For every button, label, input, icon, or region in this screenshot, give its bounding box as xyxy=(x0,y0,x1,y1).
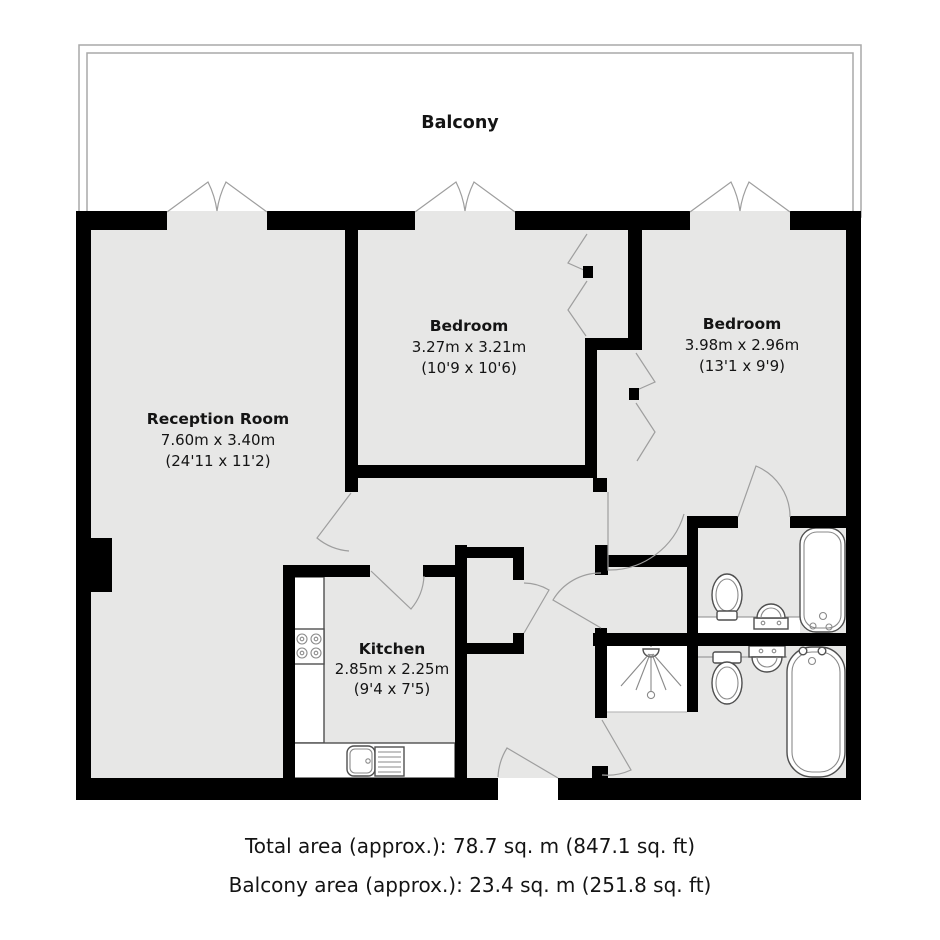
bathtub-icon xyxy=(800,528,845,632)
wall-segment xyxy=(283,565,295,778)
wall-segment xyxy=(790,516,846,528)
room-dimensions-metric: 7.60m x 3.40m xyxy=(160,431,276,449)
toilet-icon xyxy=(712,574,742,620)
reception-room-label xyxy=(147,410,289,470)
wall-segment xyxy=(267,211,415,230)
room-dimensions-imperial: (9'4 x 7'5) xyxy=(353,680,431,698)
wall-segment xyxy=(91,538,112,592)
wall-segment xyxy=(455,643,524,654)
wall-segment xyxy=(345,465,597,478)
room-name: Bedroom xyxy=(702,315,782,333)
wall-segment xyxy=(846,211,861,800)
room-dimensions-imperial: (13'1 x 9'9) xyxy=(698,357,786,375)
wall-segment xyxy=(593,338,642,350)
wall-segment xyxy=(76,211,91,800)
room-dimensions-imperial: (24'11 x 11'2) xyxy=(165,452,271,470)
apartment-floor xyxy=(76,211,861,800)
room-dimensions-metric: 2.85m x 2.25m xyxy=(334,660,450,678)
wall-segment xyxy=(608,555,687,567)
balcony-door-icon xyxy=(690,182,790,212)
hob-icon xyxy=(294,629,324,664)
wall-segment xyxy=(595,545,608,575)
wall-segment xyxy=(585,338,597,478)
room-name: Reception Room xyxy=(146,410,290,428)
wall-segment xyxy=(628,228,642,343)
wall-segment xyxy=(593,633,846,646)
wall-segment xyxy=(687,516,698,712)
balcony-label: Balcony xyxy=(421,113,499,133)
room-dimensions-metric: 3.98m x 2.96m xyxy=(684,336,800,354)
area-summary xyxy=(229,834,712,897)
wall-segment xyxy=(593,478,607,492)
wall-segment xyxy=(595,628,607,718)
balcony-door-icon xyxy=(415,182,515,212)
wall-segment xyxy=(592,766,608,780)
bathtub-icon xyxy=(787,647,845,777)
balcony-door-icon xyxy=(167,182,267,212)
wall-segment xyxy=(513,547,524,580)
room-name: Kitchen xyxy=(358,640,426,658)
toilet-icon xyxy=(712,652,742,704)
wall-segment xyxy=(455,545,467,778)
room-dimensions-metric: 3.27m x 3.21m xyxy=(411,338,527,356)
entrance-threshold xyxy=(498,778,558,800)
wall-segment xyxy=(76,778,498,800)
wall-segment xyxy=(345,228,358,492)
wall-segment xyxy=(283,565,370,577)
total-area-text: Total area (approx.): 78.7 sq. m (847.1 sq. ft) xyxy=(244,834,696,858)
room-name: Bedroom xyxy=(429,317,509,335)
balcony-area-text: Balcony area (approx.): 23.4 sq. m (251.8 sq. ft) xyxy=(228,873,712,897)
wall-segment xyxy=(515,211,690,230)
kitchen-sink-icon xyxy=(347,746,404,776)
room-dimensions-imperial: (10'9 x 10'6) xyxy=(421,359,517,377)
wall-segment xyxy=(558,778,861,800)
